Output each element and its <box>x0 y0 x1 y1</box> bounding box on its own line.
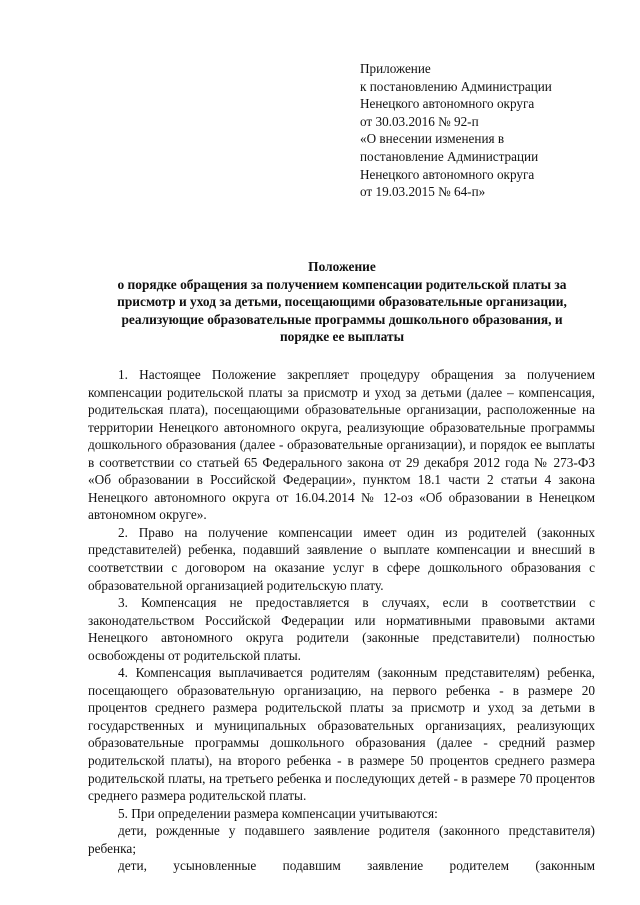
paragraph-5-item-1: дети, рожденные у подавшего заявление родителя (законного представителя) ребенка; <box>88 823 595 856</box>
appendix-line: Ненецкого автономного округа <box>360 96 535 112</box>
paragraph-5-item-2: дети, усыновленные подавшим заявление родителем (законным <box>118 858 595 874</box>
title-line: реализующие образовательные программы дошкольного образования, и <box>121 311 563 327</box>
appendix-line: от 19.03.2015 № 64-п» <box>360 184 486 200</box>
paragraph-1: 1. Настоящее Положение закрепляет процедуру обращения за получением компенсации родительской платы за присмотр и уход за детьми (далее – компенсация, родительская плата), посещающими образовательные организации, расположенные на территории Ненецкого автономного округа, реализующие образовательные программы дошкольного образования (далее - образовательные организации), и порядок ее выплаты в соответствии со статьей 65 Федерального закона от 29 декабря 2012 года № 273-ФЗ «Об образовании в Российской Федерации», пунктом 18.1 части 2 статьи 4 закона Ненецкого автономного округа от 16.04.2014 № 12-оз «Об образовании в Ненецком автономном округе». <box>88 367 595 523</box>
appendix-header <box>360 60 630 201</box>
title-line: о порядке обращения за получением компенсации родительской платы за <box>117 276 567 292</box>
appendix-line: от 30.03.2016 № 92-п <box>360 113 479 129</box>
paragraph-4: 4. Компенсация выплачивается родителям (законным представителям) ребенка, посещающего образовательную организацию, на первого ребенка - в размере 20 процентов среднего размера родительской платы за присмотр и уход за детьми в государственных и муниципальных образовательных организациях, реализующих образовательные программы дошкольного образования (далее - средний размер родительской платы), на второго ребенка - в размере 50 процентов среднего размера родительской платы, на третьего ребенка и последующих детей - в размере 70 процентов среднего размера родительской платы. <box>88 665 595 804</box>
document-body <box>88 366 595 875</box>
paragraph-3: 3. Компенсация не предоставляется в случаях, если в соответствии с законодательством Российской Федерации или нормативными правовыми актами Ненецкого автономного округа родители (законные представители) полностью освобождены от родительской платы. <box>88 595 595 663</box>
appendix-line: Ненецкого автономного округа <box>360 166 535 182</box>
appendix-line: «О внесении изменения в <box>360 131 505 147</box>
paragraph-5: 5. При определении размера компенсации учитываются: <box>118 805 438 821</box>
title-line: Положение <box>308 259 376 274</box>
title-line: присмотр и уход за детьми, посещающими образовательные организации, <box>117 294 567 310</box>
appendix-line: Приложение <box>360 61 431 76</box>
document-title <box>84 258 600 346</box>
appendix-line: к постановлению Администрации <box>360 78 552 94</box>
title-line: порядке ее выплаты <box>279 329 405 345</box>
paragraph-2: 2. Право на получение компенсации имеет один из родителей (законных представителей) ребенка, подавший заявление о выплате компенсации и внесший в соответствии с договором на оказание услуг в сфере дошкольного образования с образовательной организацией родительскую плату. <box>88 524 595 593</box>
appendix-line: постановление Администрации <box>360 148 539 164</box>
